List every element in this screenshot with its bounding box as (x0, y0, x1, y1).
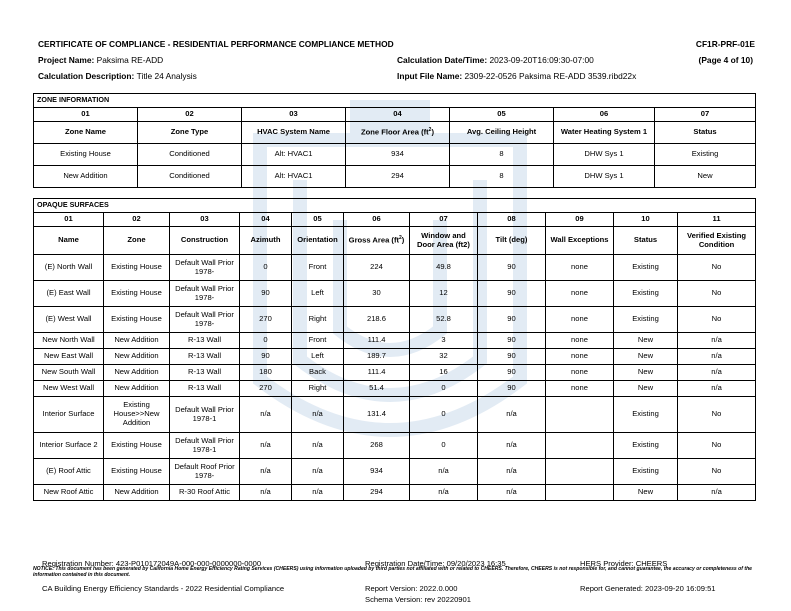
table-cell: Existing (614, 433, 678, 459)
table-cell: 218.6 (344, 307, 410, 333)
cheers-notice: NOTICE: This document has been generated by California Home Energy Efficiency Rating Services (CHEERS) using information uploaded by third parties not affiliated with or related to CHEERS. Therefore, CHEERS is not responsible for, and cannot guarantee, the accuracy or completeness of the information contained in this document. (33, 566, 753, 578)
table-cell: R-13 Wall (170, 365, 240, 381)
table-cell: New Addition (104, 381, 170, 397)
table-cell: Back (292, 365, 344, 381)
table-cell: R-13 Wall (170, 333, 240, 349)
table-row: Existing House Conditioned Alt: HVAC1 934 8 DHW Sys 1 Existing (34, 144, 756, 166)
table-cell: New (614, 333, 678, 349)
table-cell: 0 (410, 381, 478, 397)
table-cell: No (678, 255, 756, 281)
zone-col-number: 04 (346, 108, 450, 122)
zone-col-number: 03 (242, 108, 346, 122)
table-row (34, 349, 756, 365)
table-cell (546, 433, 614, 459)
zone-col-number: 07 (655, 108, 756, 122)
table-cell: Existing House (104, 433, 170, 459)
table-cell: 111.4 (344, 333, 410, 349)
table-cell: Existing House (104, 281, 170, 307)
table-cell: 90 (240, 349, 292, 365)
table-cell: 111.4 (344, 365, 410, 381)
table-row (34, 307, 756, 333)
form-id: CF1R-PRF-01E (695, 39, 755, 49)
table-cell: 90 (478, 349, 546, 365)
zone-col-header: HVAC System Name (242, 122, 346, 144)
table-cell: 30 (344, 281, 410, 307)
table-cell: New South Wall (34, 365, 104, 381)
table-cell: 131.4 (344, 397, 410, 433)
table-cell: 90 (478, 381, 546, 397)
table-cell: Default Wall Prior 1978-1 (170, 433, 240, 459)
table-cell: Existing (614, 397, 678, 433)
table-cell: none (546, 255, 614, 281)
zone-information-table (33, 93, 756, 188)
calculation-description (38, 71, 197, 81)
table-cell: Existing (614, 255, 678, 281)
table-cell: 934 (344, 459, 410, 485)
report-version: Report Version: 2022.0.000 (365, 584, 458, 593)
opaque-col-number: 08 (478, 213, 546, 227)
schema-version: Schema Version: rev 20220901 (365, 595, 471, 604)
registration-number: Registration Number: 423-P010172049A-000-000-0000000-0000 (42, 559, 262, 568)
zone-col-header: Zone Type (138, 122, 242, 144)
table-cell: Right (292, 307, 344, 333)
zone-information-title: ZONE INFORMATION (34, 94, 756, 108)
table-cell: 90 (478, 255, 546, 281)
opaque-col-header: Zone (104, 227, 170, 255)
table-cell: Default Roof Prior 1978- (170, 459, 240, 485)
table-cell: none (546, 365, 614, 381)
table-cell: 52.8 (410, 307, 478, 333)
opaque-col-number: 02 (104, 213, 170, 227)
project-name-label: Project Name: (38, 55, 95, 65)
table-cell: (E) East Wall (34, 281, 104, 307)
table-cell: Front (292, 333, 344, 349)
table-cell: n/a (292, 485, 344, 501)
table-cell: Default Wall Prior 1978- (170, 307, 240, 333)
table-cell: 3 (410, 333, 478, 349)
input-file-name (397, 71, 636, 81)
table-row (34, 255, 756, 281)
opaque-col-header: Wall Exceptions (546, 227, 614, 255)
standards-label: CA Building Energy Efficiency Standards - 2022 Residential Compliance (42, 584, 285, 593)
table-cell: n/a (410, 485, 478, 501)
report-generated: Report Generated: 2023-09-20 16:09:51 (580, 584, 716, 593)
opaque-col-number: 07 (410, 213, 478, 227)
table-cell: n/a (292, 433, 344, 459)
opaque-col-number: 04 (240, 213, 292, 227)
table-cell: 90 (240, 281, 292, 307)
table-cell: none (546, 281, 614, 307)
table-cell: New Addition (104, 333, 170, 349)
table-cell: 0 (410, 397, 478, 433)
table-cell: 90 (478, 281, 546, 307)
table-cell: 90 (478, 333, 546, 349)
table-cell: (E) North Wall (34, 255, 104, 281)
table-cell: n/a (678, 485, 756, 501)
table-cell: 16 (410, 365, 478, 381)
table-cell: (E) West Wall (34, 307, 104, 333)
table-cell: New West Wall (34, 381, 104, 397)
table-cell: Existing House (104, 255, 170, 281)
table-cell: No (678, 307, 756, 333)
table-cell: 49.8 (410, 255, 478, 281)
table-row: New Addition Conditioned Alt: HVAC1 294 8 DHW Sys 1 New (34, 166, 756, 188)
table-cell: Default Wall Prior 1978-1 (170, 397, 240, 433)
opaque-col-number: 09 (546, 213, 614, 227)
table-cell: Interior Surface 2 (34, 433, 104, 459)
calc-desc-label: Calculation Description: (38, 71, 135, 81)
table-cell (546, 459, 614, 485)
table-cell: 51.4 (344, 381, 410, 397)
input-file-value: 2309-22-0526 Paksima RE-ADD 3539.ribd22x (464, 71, 637, 81)
table-cell: No (678, 459, 756, 485)
page-number: (Page 4 of 10) (698, 55, 753, 65)
table-cell: New Roof Attic (34, 485, 104, 501)
table-cell: n/a (240, 433, 292, 459)
table-cell: 0 (410, 433, 478, 459)
table-cell: Right (292, 381, 344, 397)
hers-provider: HERS Provider: CHEERS (580, 559, 668, 568)
table-cell: R-13 Wall (170, 381, 240, 397)
table-cell: New (614, 381, 678, 397)
calc-desc-value: Title 24 Analysis (136, 71, 197, 81)
opaque-col-header: Gross Area $(ft^2)$ (344, 227, 410, 255)
table-cell: Default Wall Prior 1978- (170, 255, 240, 281)
table-cell: n/a (478, 433, 546, 459)
table-cell: No (678, 433, 756, 459)
table-cell: n/a (678, 349, 756, 365)
table-cell: 90 (478, 365, 546, 381)
table-cell: New Addition (104, 365, 170, 381)
opaque-col-number: 01 (34, 213, 104, 227)
opaque-surfaces-table (33, 198, 756, 501)
table-cell: Interior Surface (34, 397, 104, 433)
opaque-col-number: 10 (614, 213, 678, 227)
table-row (34, 459, 756, 485)
table-cell: 0 (240, 255, 292, 281)
table-cell: Existing (614, 281, 678, 307)
table-cell: none (546, 307, 614, 333)
table-row (34, 433, 756, 459)
zone-col-header: Status (655, 122, 756, 144)
table-cell: R-30 Roof Attic (170, 485, 240, 501)
zone-col-header: Zone Name (34, 122, 138, 144)
table-row (34, 333, 756, 349)
table-cell: none (546, 381, 614, 397)
table-cell: New (614, 349, 678, 365)
input-file-label: Input File Name: (397, 71, 463, 81)
opaque-surfaces-title: OPAQUE SURFACES (34, 199, 756, 213)
table-cell: Existing House (104, 307, 170, 333)
opaque-col-number: 03 (170, 213, 240, 227)
opaque-col-header: Window and Door Area (ft2) (410, 227, 478, 255)
table-row (34, 381, 756, 397)
table-cell: Front (292, 255, 344, 281)
table-cell: 294 (344, 485, 410, 501)
table-cell: n/a (410, 459, 478, 485)
table-cell: No (678, 281, 756, 307)
table-cell: Existing (614, 307, 678, 333)
table-cell: New (614, 485, 678, 501)
table-cell: No (678, 397, 756, 433)
table-cell: New Addition (104, 485, 170, 501)
table-cell: 12 (410, 281, 478, 307)
zone-col-number: 06 (554, 108, 655, 122)
table-row (34, 281, 756, 307)
table-cell: 270 (240, 381, 292, 397)
registration-date: Registration Date/Time: 09/20/2023 16:35 (365, 559, 506, 568)
table-cell: New (614, 365, 678, 381)
table-cell: Left (292, 349, 344, 365)
table-cell: n/a (678, 365, 756, 381)
table-cell: n/a (478, 485, 546, 501)
zone-col-number: 05 (450, 108, 554, 122)
opaque-col-header: Verified Existing Condition (678, 227, 756, 255)
table-cell: n/a (478, 459, 546, 485)
opaque-col-header: Name (34, 227, 104, 255)
project-name-value: Paksima RE-ADD (96, 55, 164, 65)
opaque-col-header: Status (614, 227, 678, 255)
table-cell: n/a (240, 397, 292, 433)
calc-date-value: 2023-09-20T16:09:30-07:00 (489, 55, 594, 65)
table-cell: Existing House (104, 459, 170, 485)
table-cell: New North Wall (34, 333, 104, 349)
opaque-col-header: Orientation (292, 227, 344, 255)
table-cell: n/a (292, 459, 344, 485)
calculation-date (397, 55, 594, 65)
table-cell: n/a (240, 485, 292, 501)
table-cell: Existing House>>New Addition (104, 397, 170, 433)
zone-col-header: Avg. Ceiling Height (450, 122, 554, 144)
table-cell (546, 485, 614, 501)
table-cell: n/a (678, 381, 756, 397)
opaque-col-number: 11 (678, 213, 756, 227)
opaque-col-header: Construction (170, 227, 240, 255)
table-cell: 224 (344, 255, 410, 281)
table-row (34, 397, 756, 433)
table-cell: New Addition (104, 349, 170, 365)
table-cell: Left (292, 281, 344, 307)
table-cell: n/a (678, 333, 756, 349)
table-cell: 0 (240, 333, 292, 349)
table-cell: none (546, 349, 614, 365)
table-row (34, 485, 756, 501)
opaque-col-number: 05 (292, 213, 344, 227)
table-cell: Existing (614, 459, 678, 485)
table-cell: New East Wall (34, 349, 104, 365)
table-cell: 189.7 (344, 349, 410, 365)
zone-col-header: Zone Floor Area $(ft^2)$ (346, 122, 450, 144)
table-cell: Default Wall Prior 1978- (170, 281, 240, 307)
table-cell: 270 (240, 307, 292, 333)
table-cell: 90 (478, 307, 546, 333)
zone-col-number: 02 (138, 108, 242, 122)
project-name (38, 55, 163, 65)
table-row (34, 365, 756, 381)
zone-col-number: 01 (34, 108, 138, 122)
zone-col-header: Water Heating System 1 (554, 122, 655, 144)
table-cell: 32 (410, 349, 478, 365)
table-cell: none (546, 333, 614, 349)
opaque-col-number: 06 (344, 213, 410, 227)
table-cell: n/a (478, 397, 546, 433)
table-cell: n/a (240, 459, 292, 485)
table-cell: 180 (240, 365, 292, 381)
table-cell: 268 (344, 433, 410, 459)
table-cell (546, 397, 614, 433)
document-title: CERTIFICATE OF COMPLIANCE - RESIDENTIAL PERFORMANCE COMPLIANCE METHOD (38, 39, 394, 49)
calc-date-label: Calculation Date/Time: (397, 55, 488, 65)
table-cell: (E) Roof Attic (34, 459, 104, 485)
table-cell: R-13 Wall (170, 349, 240, 365)
opaque-col-header: Azimuth (240, 227, 292, 255)
table-cell: n/a (292, 397, 344, 433)
opaque-col-header: Tilt (deg) (478, 227, 546, 255)
